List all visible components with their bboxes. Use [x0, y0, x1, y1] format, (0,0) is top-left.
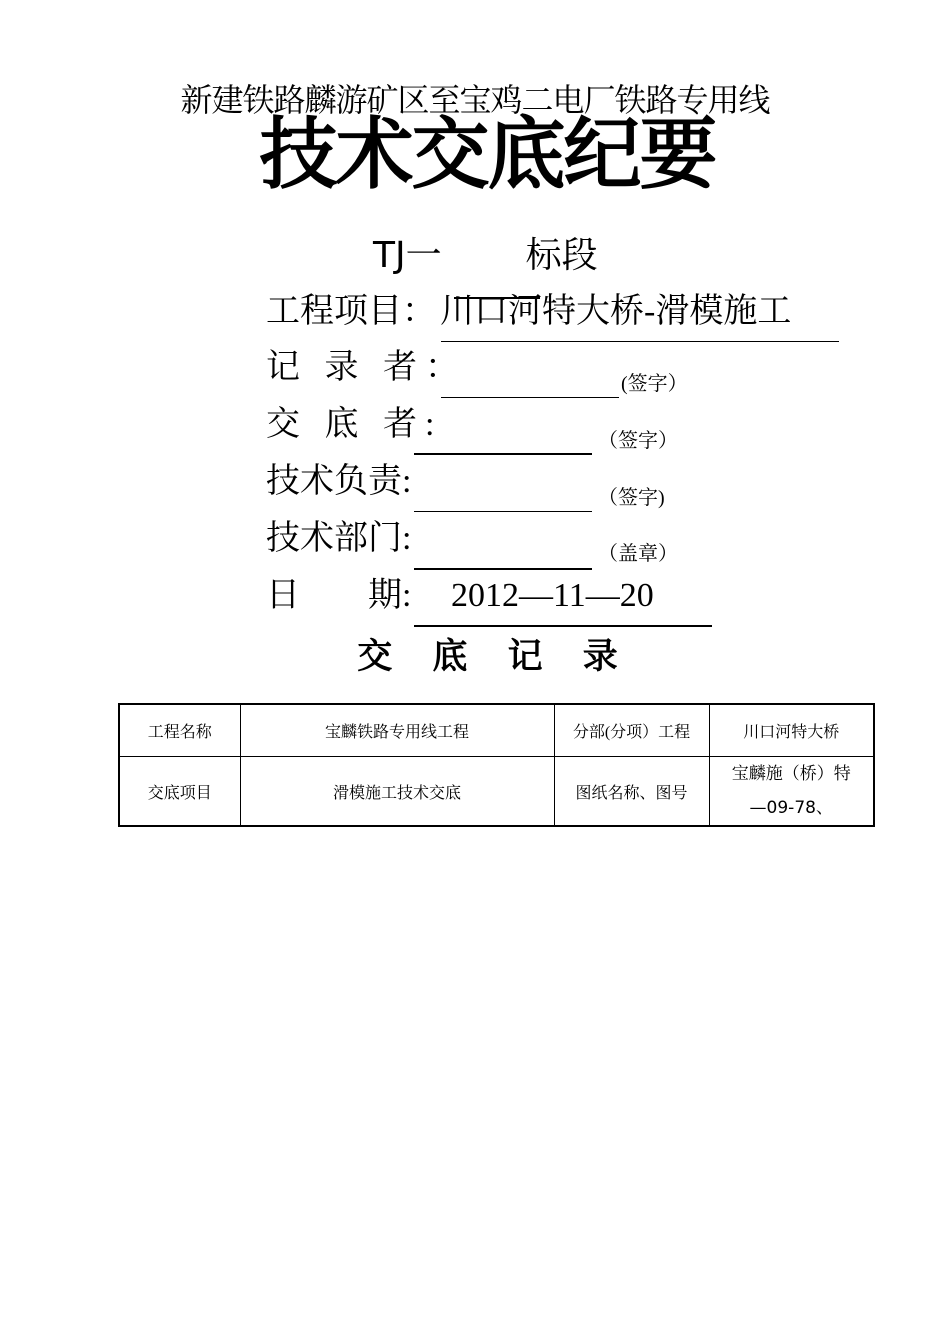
section-suffix: 标段 — [525, 235, 598, 276]
disclosure-info-table — [118, 703, 875, 827]
recorder-label: 记 录 者： — [266, 349, 467, 386]
project-label: 工程项目： — [266, 293, 436, 330]
record-title-char: 底 — [432, 637, 468, 677]
section-code: TJ一 — [373, 235, 442, 276]
drawing-name-header-cell: 图纸名称、图号 — [554, 757, 709, 827]
presenter-sign-note: （签字） — [598, 430, 678, 452]
date-underline — [414, 625, 712, 627]
subdivision-header-cell: 分部(分项）工程 — [554, 704, 709, 757]
table-row — [119, 704, 874, 757]
recorder-sign-note: (签字） — [621, 373, 688, 395]
project-value: 川口河特大桥-滑模施工 — [440, 293, 792, 330]
document-title: 技术交底纪要 — [259, 110, 716, 200]
drawing-number-value-cell — [709, 757, 874, 827]
disclosure-item-header-cell: 交底项目 — [119, 757, 240, 827]
project-overline — [454, 297, 540, 299]
project-name-header-cell: 工程名称 — [119, 704, 240, 757]
tech-dept-stamp-line — [414, 568, 592, 570]
date-label: 日 期: — [266, 577, 412, 614]
tech-lead-signature-line — [414, 511, 592, 512]
presenter-label: 交 底 者: — [266, 406, 443, 443]
record-title-char: 交 — [357, 637, 393, 677]
date-value: 2012—11—20 — [451, 577, 654, 614]
subdivision-value-cell: 川口河特大桥 — [709, 704, 874, 757]
project-name-value-cell: 宝麟铁路专用线工程 — [240, 704, 554, 757]
tech-dept-label: 技术部门: — [266, 520, 412, 557]
tech-lead-label: 技术负责: — [266, 463, 412, 500]
tech-lead-sign-note: （签字) — [598, 487, 665, 509]
disclosure-item-value-cell: 滑模施工技术交底 — [240, 757, 554, 827]
project-line-heading: 新建铁路麟游矿区至宝鸡二电厂铁路专用线 — [180, 81, 770, 119]
record-title-char: 录 — [582, 637, 618, 677]
table-row — [119, 757, 874, 827]
section-label — [373, 232, 598, 280]
drawing-number-line-2: —09-78、 — [749, 798, 833, 818]
record-section-title — [0, 635, 950, 679]
tech-dept-stamp-note: （盖章） — [598, 543, 678, 565]
presenter-signature-line — [414, 453, 592, 455]
record-title-char: 记 — [507, 637, 543, 677]
recorder-signature-line — [441, 397, 619, 398]
project-underline — [441, 341, 839, 342]
drawing-number-line-1: 宝麟施（桥）特 — [731, 764, 851, 784]
